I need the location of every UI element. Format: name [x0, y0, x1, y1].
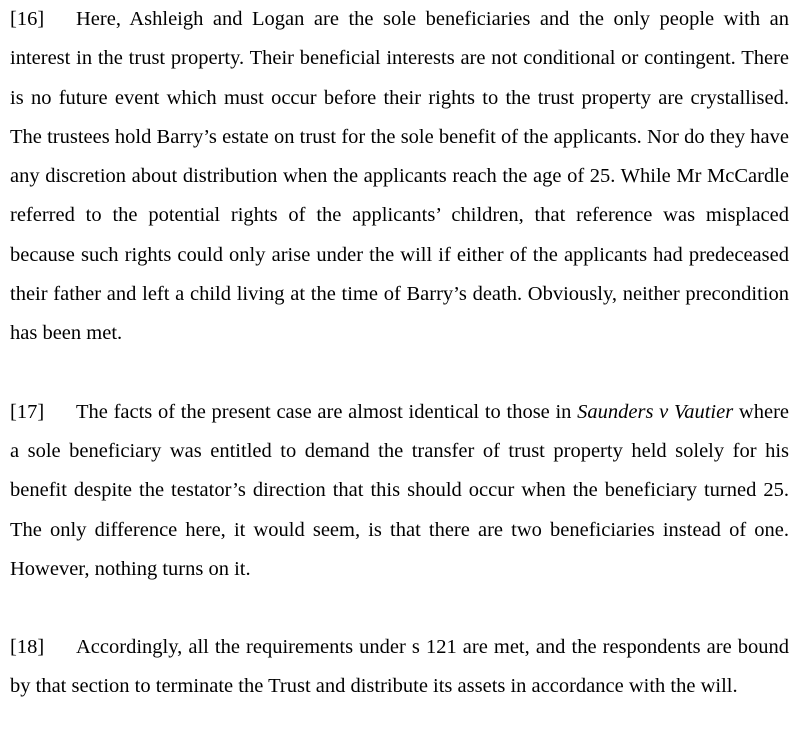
paragraph-16	[10, 0, 789, 354]
paragraph-number: [18]	[10, 636, 45, 659]
paragraph-17	[10, 393, 789, 589]
paragraph-text-continued: where a sole beneficiary was entitled to demand the transfer of trust property held solely for his benefit despite the testator’s direction that this should occur when the beneficiary turned 25. The only difference here, it would seem, is that there are two beneficiaries instead of one. However, nothing turns on it.	[10, 400, 790, 580]
paragraph-number: [16]	[10, 8, 45, 30]
paragraph-number: [17]	[10, 400, 45, 423]
paragraph-text: Accordingly, all the requirements under s 121 are met, and the respondents are bound by that section to terminate the Trust and distribute its assets in accordance with the will.	[10, 636, 789, 698]
paragraph-18	[10, 628, 789, 707]
document-page	[10, 0, 789, 707]
case-citation: Saunders v Vautier	[577, 400, 734, 423]
paragraph-text: The facts of the present case are almost identical to those in	[76, 400, 572, 423]
paragraph-text: Here, Ashleigh and Logan are the sole beneficiaries and the only people with an interest in the trust property. Their beneficial interests are not conditional or contingent. There is no future event which must occur before their rights to the trust property are crystallised. The trustees hold Barry’s estate on trust for the sole benefit of the applicants. Nor do they have any discretion about distribution when the applicants reach the age of 25. While Mr McCardle referred to the potential rights of the applicants’ children, that reference was misplaced because such rights could only arise under the will if either of the applicants had predeceased their father and left a child living at the time of Barry’s death. Obviously, neither precondition has been met.	[10, 8, 789, 345]
